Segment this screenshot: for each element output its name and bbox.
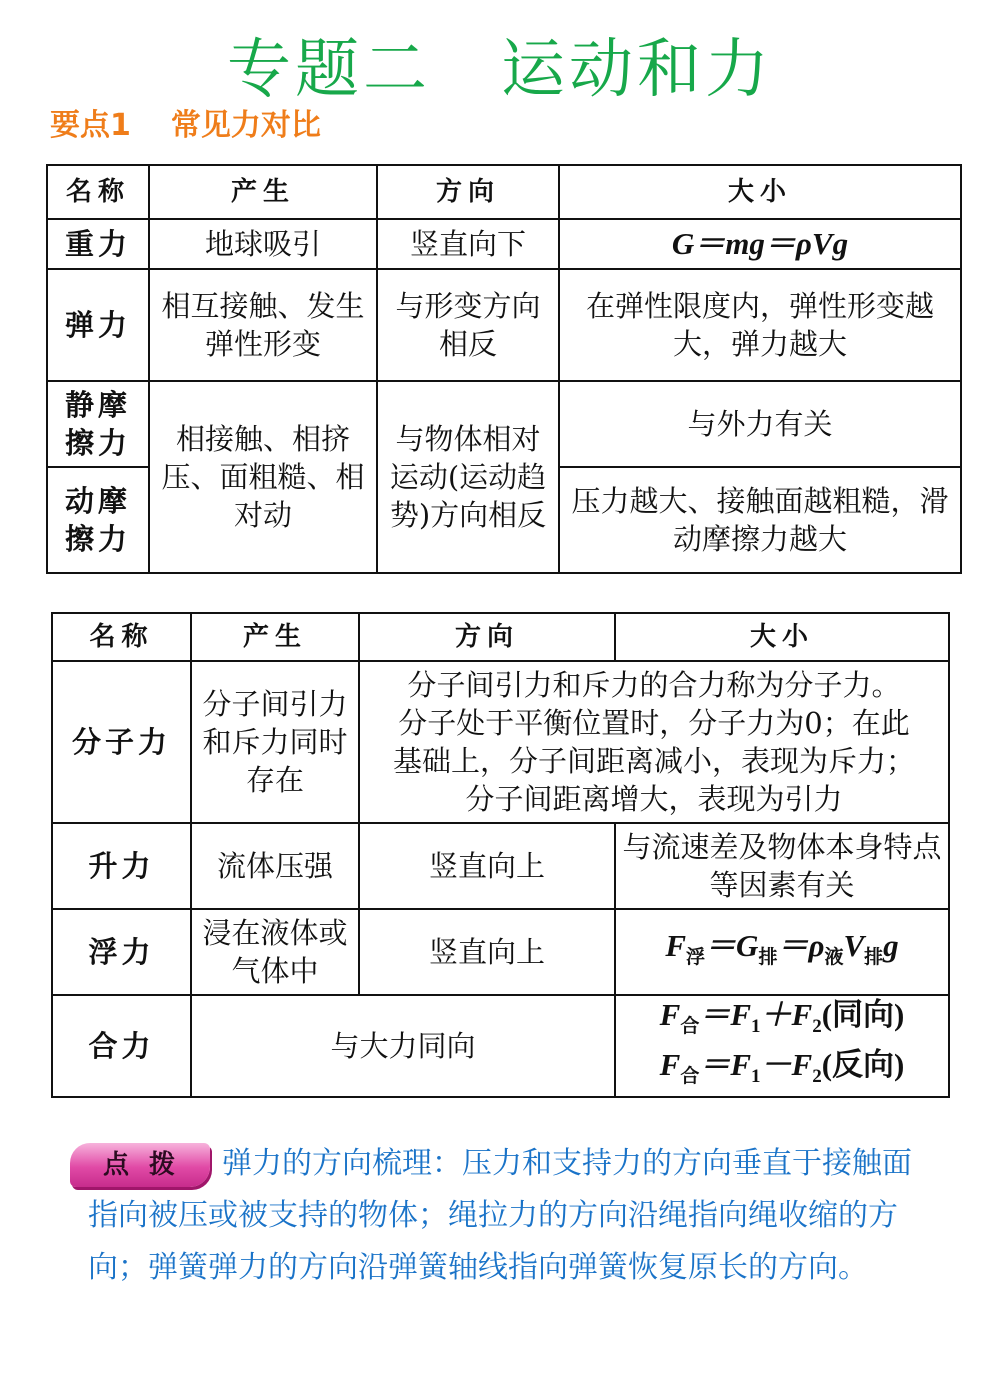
- gravity-formula: G＝mg＝ρVg: [559, 219, 961, 269]
- title-topic: 专题二: [227, 33, 431, 107]
- header-direction: 方向: [359, 613, 615, 661]
- section-label: 要点1: [50, 108, 131, 143]
- row-magnitude: 在弹性限度内，弹性形变越大，弹力越大: [559, 269, 961, 381]
- table-row: [47, 219, 961, 269]
- table-row: [52, 995, 949, 1097]
- header-origin: 产生: [149, 165, 377, 219]
- row-name: 升力: [52, 823, 191, 909]
- table-row: [47, 381, 961, 467]
- name-line: 动摩: [64, 484, 131, 518]
- row-magnitude: 与外力有关: [559, 381, 961, 467]
- desc-line: 基础上，分子间距离减小，表现为斥力；: [392, 744, 915, 778]
- row-direction: 与大力同向: [191, 995, 615, 1097]
- row-magnitude: 压力越大、接触面越粗糙，滑动摩擦力越大: [559, 467, 961, 573]
- header-magnitude: 大小: [615, 613, 949, 661]
- table-row: [52, 823, 949, 909]
- row-origin: 地球吸引: [149, 219, 377, 269]
- desc-line: 分子处于平衡位置时，分子力为0；在此: [398, 706, 910, 740]
- force-comparison-table-1: [46, 164, 962, 574]
- table-row: [52, 909, 949, 995]
- row-direction: 竖直向上: [359, 909, 615, 995]
- header-origin: 产生: [191, 613, 359, 661]
- row-direction: 竖直向上: [359, 823, 615, 909]
- section-text: 常见力对比: [170, 108, 321, 143]
- molecular-description: [359, 661, 949, 823]
- tip-box: [88, 1138, 918, 1294]
- row-name: 合力: [52, 995, 191, 1097]
- header-magnitude: 大小: [559, 165, 961, 219]
- resultant-formula: [615, 995, 949, 1097]
- force-comparison-table-2: [51, 612, 950, 1098]
- page-title: [0, 18, 1000, 110]
- desc-line: 分子间引力和斥力的合力称为分子力。: [407, 668, 901, 702]
- row-name: 弹力: [47, 269, 149, 381]
- tip-badge-label: 点拨: [102, 1149, 195, 1180]
- row-name: [47, 381, 149, 467]
- title-subject: 运动和力: [501, 33, 773, 107]
- table-row: [52, 661, 949, 823]
- section-heading: [50, 100, 321, 144]
- name-line: 擦力: [64, 426, 131, 460]
- desc-line: 分子间距离增大，表现为引力: [465, 782, 843, 816]
- row-name: [47, 467, 149, 573]
- formula-opposite-direction: $F_合=F_1-F_2$(反向): [659, 1047, 905, 1088]
- row-name: 重力: [47, 219, 149, 269]
- row-origin: 相互接触、发生弹性形变: [149, 269, 377, 381]
- name-line: 擦力: [64, 522, 131, 556]
- header-direction: 方向: [377, 165, 559, 219]
- row-direction: 与形变方向相反: [377, 269, 559, 381]
- buoyancy-formula: $F_浮=G_排=\rho_液V_排g$: [615, 909, 949, 995]
- name-line: 静摩: [64, 388, 131, 422]
- tip-badge: [70, 1143, 210, 1187]
- tip-text: 弹力的方向梳理：压力和支持力的方向垂直于接触面指向被压或被支持的物体；绳拉力的方向沿绳指向绳收缩的方向；弹簧弹力的方向沿弹簧轴线指向弹簧恢复原长的方向。: [88, 1146, 912, 1285]
- header-name: 名称: [47, 165, 149, 219]
- row-name: 分子力: [52, 661, 191, 823]
- row-origin: 流体压强: [191, 823, 359, 909]
- row-name: 浮力: [52, 909, 191, 995]
- table-header-row: [52, 613, 949, 661]
- friction-origin: 相接触、相挤压、面粗糙、相对动: [149, 381, 377, 573]
- header-name: 名称: [52, 613, 191, 661]
- table-header-row: [47, 165, 961, 219]
- row-origin: 分子间引力和斥力同时存在: [191, 661, 359, 823]
- row-origin: 浸在液体或气体中: [191, 909, 359, 995]
- row-direction: 竖直向下: [377, 219, 559, 269]
- table-row: [47, 269, 961, 381]
- formula-same-direction: $F_合=F_1+F_2$(同向): [659, 997, 905, 1038]
- friction-direction: 与物体相对运动(运动趋势)方向相反: [377, 381, 559, 573]
- row-magnitude: 与流速差及物体本身特点等因素有关: [615, 823, 949, 909]
